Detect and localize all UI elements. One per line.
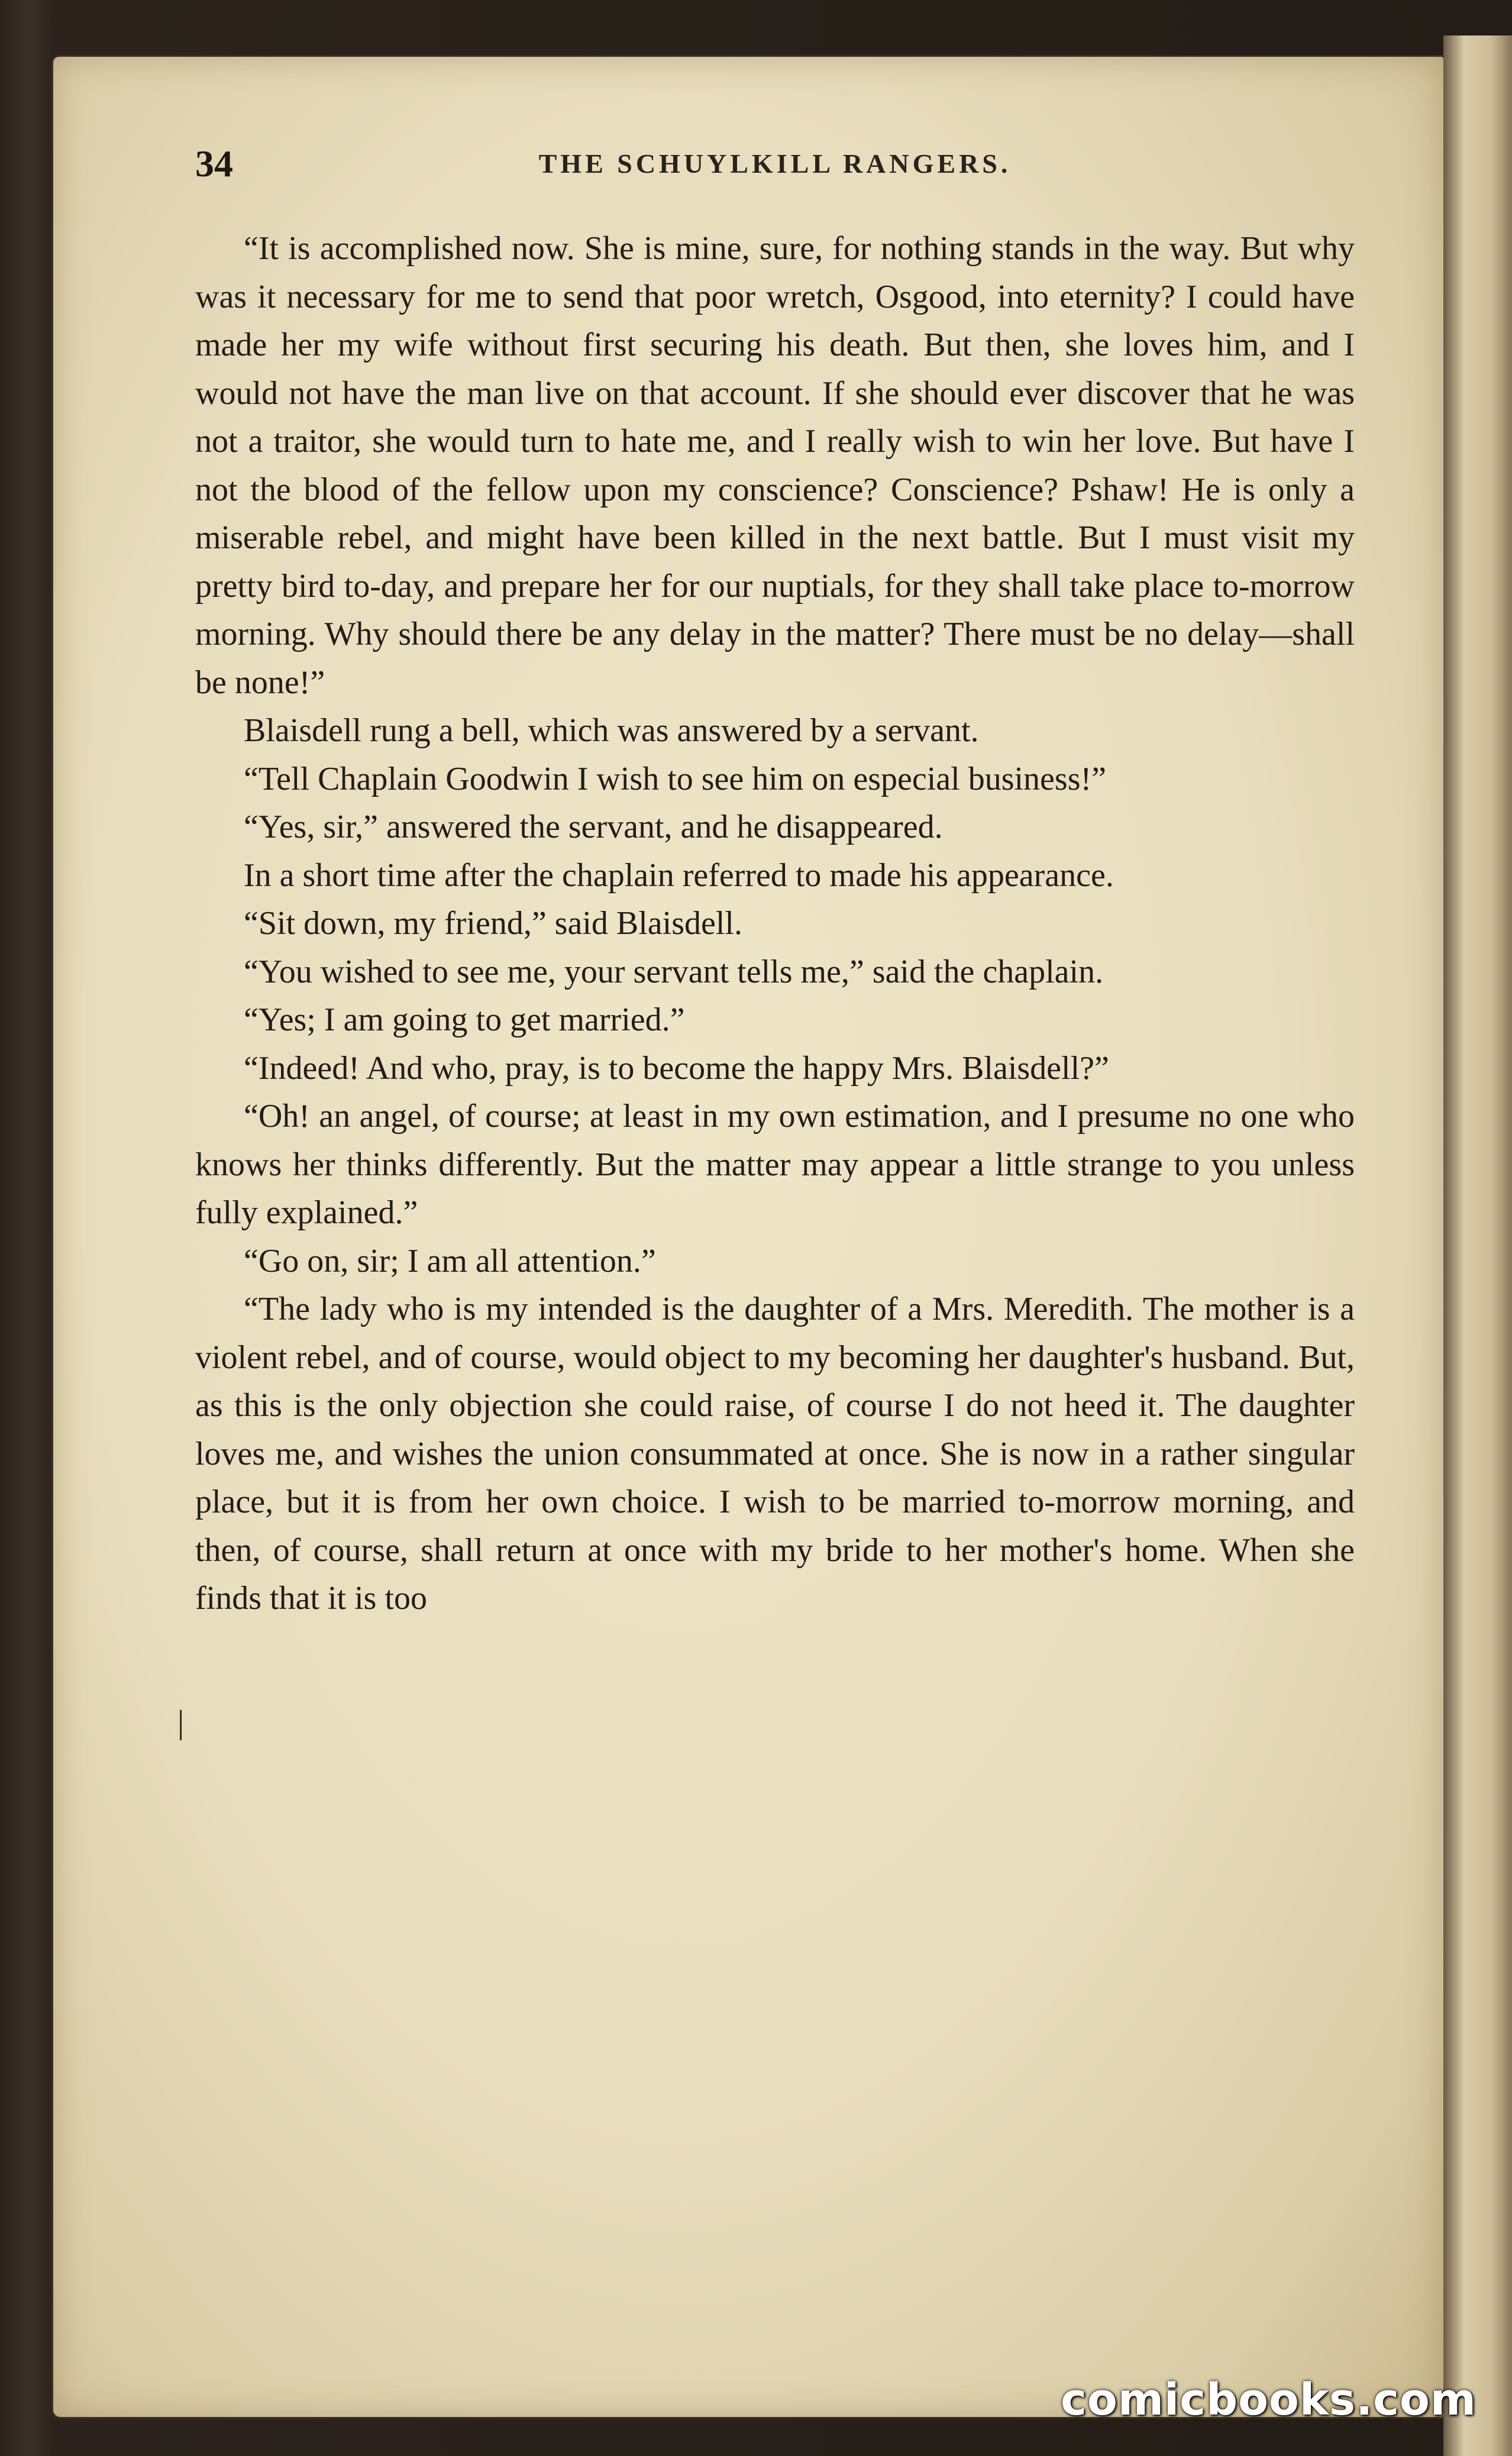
page-header [195, 142, 1355, 195]
running-head: THE SCHUYLKILL RANGERS. [538, 148, 1012, 179]
paragraph: “You wished to see me, your servant tells me,” said the chaplain. [244, 953, 1104, 990]
page-number: 34 [195, 143, 233, 185]
paragraph: “Oh! an angel, of course; at least in my own estimation, and I presume no one who knows her thinks differently. But the matter may appear a little strange to you unless fully explained.” [195, 1098, 1355, 1231]
paragraph: “Sit down, my friend,” said Blaisdell. [244, 905, 742, 942]
margin-pencil-mark: | [177, 1704, 185, 1741]
paragraph: Blaisdell rung a bell, which was answered by a servant. [244, 712, 979, 749]
body-text [195, 225, 1355, 1623]
book-gutter [1443, 35, 1512, 2456]
paragraph: “The lady who is my intended is the daughter of a Mrs. Meredith. The mother is a violent rebel, and of course, would object to my becoming her daughter's husband. But, as this is the only objection she could raise, of course I do not heed it. The daughter loves me, and wishes the union consummated at once. She is now in a rather singular place, but it is from her own choice. I wish to be married to-morrow morning, and then, of course, shall return at once with my bride to her mother's home. When she finds that it is too [195, 1291, 1355, 1617]
watermark: comicbooks.com [1061, 2374, 1477, 2425]
paragraph: In a short time after the chaplain referred to made his appearance. [244, 857, 1114, 894]
paragraph: “Tell Chaplain Goodwin I wish to see him on especial business!” [244, 760, 1106, 797]
paragraph: “Go on, sir; I am all attention.” [244, 1242, 656, 1279]
paragraph: “Indeed! And who, pray, is to become the happy Mrs. Blaisdell?” [244, 1049, 1109, 1087]
paragraph: “Yes; I am going to get married.” [244, 1001, 685, 1038]
paragraph: “Yes, sir,” answered the servant, and he disappeared. [244, 809, 943, 845]
paragraph: “It is accomplished now. She is mine, sure, for nothing stands in the way. But why was it necessary for me to send that poor wretch, Osgood, into eternity? I could have made her my wife without first securing his death. But then, she loves him, and I would not have the man live on that account. If she should ever discover that he was not a traitor, she would turn to hate me, and I really wish to win her love. But have I not the blood of the fellow upon my conscience? Conscience? Pshaw! He is only a miserable rebel, and might have been killed in the next battle. But I must visit my pretty bird to-day, and prepare her for our nuptials, for they shall take place to-morrow morning. Why should there be any delay in the matter? There must be no delay—shall be none!” [195, 230, 1355, 701]
